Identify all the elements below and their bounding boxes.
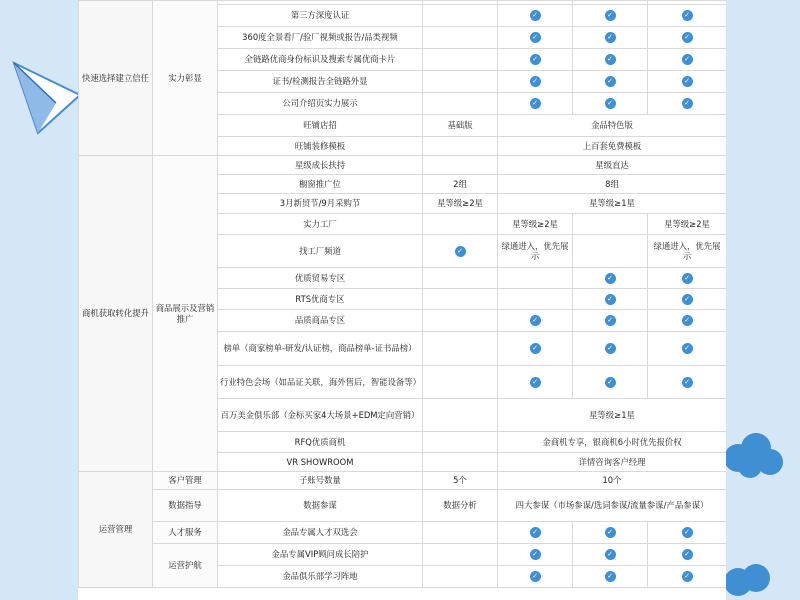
value-cell: 10个 [498,472,727,490]
check-icon: ✓ [605,343,616,354]
check-icon: ✓ [530,315,541,326]
check-icon: ✓ [605,549,616,560]
feature-cell: 品质商品专区 [218,310,423,332]
comparison-table-card [78,0,726,600]
feature-cell: 公司介绍页实力展示 [218,93,423,115]
value-cell: 数据分析 [423,490,498,522]
check-icon: ✓ [682,10,693,21]
value-cell: 星等级≥2星 [423,194,498,214]
check-icon: ✓ [605,315,616,326]
subgroup-ops: 运营护航 [153,544,218,588]
check-icon: ✓ [682,527,693,538]
table-row [79,490,727,522]
feature-cell: 金品俱乐部学习阵地 [218,566,423,588]
check-icon: ✓ [530,549,541,560]
feature-cell: 360度全景看厂/验厂视频或报告/品类视频 [218,27,423,49]
check-icon: ✓ [682,76,693,87]
check-icon: ✓ [682,549,693,560]
feature-cell: 第三方深度认证 [218,5,423,27]
value-cell: 上百套免费模板 [498,137,727,156]
check-icon: ✓ [682,273,693,284]
group-trust: 快速选择建立信任 [79,1,153,156]
feature-cell: 榜单（商家榜单-研发/认证榜，商品榜单-证书品榜） [218,332,423,366]
feature-cell: 星级成长扶持 [218,156,423,175]
value-cell: 绿通进入，优先展示 [498,235,573,268]
check-icon: ✓ [605,98,616,109]
value-cell: 5个 [423,472,498,490]
check-icon: ✓ [530,377,541,388]
subgroup-data: 数据指导 [153,490,218,522]
value-cell: 8组 [498,175,727,194]
subgroup-strength: 实力彰显 [153,1,218,156]
check-icon: ✓ [530,527,541,538]
check-icon: ✓ [530,10,541,21]
check-icon: ✓ [605,273,616,284]
check-icon: ✓ [455,246,466,257]
check-icon: ✓ [682,571,693,582]
group-conversion: 商机获取转化提升 [79,156,153,472]
check-icon: ✓ [682,54,693,65]
subgroup-customer: 客户管理 [153,472,218,490]
check-icon: ✓ [605,377,616,388]
feature-cell: 旺铺店招 [218,115,423,137]
feature-cell: RFQ优质商机 [218,432,423,453]
check-icon: ✓ [682,343,693,354]
feature-cell: 行业特色会场（如品证关联，海外售后，智能设备等） [218,366,423,399]
check-icon: ✓ [682,294,693,305]
check-icon: ✓ [682,98,693,109]
paper-plane-decoration [8,55,88,135]
subgroup-talent: 人才服务 [153,522,218,544]
value-cell: 星等级≥1星 [498,194,727,214]
check-icon: ✓ [605,76,616,87]
value-cell: 星等级≥2星 [498,214,573,235]
feature-cell: RTS优商专区 [218,289,423,310]
value-cell: 2组 [423,175,498,194]
feature-cell: 全链路优商身份标识及搜索专属优商卡片 [218,49,423,71]
value-cell: 详情咨询客户经理 [498,453,727,472]
value-cell: 金商机专享，银商机6小时优先报价权 [498,432,727,453]
check-icon: ✓ [530,571,541,582]
value-cell: 星等级≥1星 [498,399,727,432]
feature-cell: 优质贸易专区 [218,268,423,289]
check-icon: ✓ [605,571,616,582]
check-icon: ✓ [682,32,693,43]
check-icon: ✓ [605,10,616,21]
check-icon: ✓ [530,76,541,87]
group-ops: 运营管理 [79,472,153,588]
value-cell: 金品特色版 [498,115,727,137]
feature-cell: VR SHOWROOM [218,453,423,472]
cloud-decoration-bottom [718,560,778,600]
feature-cell: 金品专属VIP顾问成长陪护 [218,544,423,566]
check-icon: ✓ [682,315,693,326]
subgroup-promo: 商品展示及营销推广 [153,156,218,472]
table-row [79,472,727,490]
check-icon: ✓ [605,294,616,305]
cloud-decoration [718,430,788,480]
feature-cell: 百万美金俱乐部（金标买家4大场景+EDM定向营销） [218,399,423,432]
feature-cell: 金品专属人才双选会 [218,522,423,544]
table-row [79,156,727,175]
check-icon: ✓ [530,98,541,109]
feature-cell: 数据参谋 [218,490,423,522]
table-row [79,544,727,566]
table-row [79,522,727,544]
feature-cell: 旺铺装修模板 [218,137,423,156]
benefits-table [78,0,726,588]
check-icon: ✓ [530,54,541,65]
check-icon: ✓ [530,32,541,43]
feature-cell: 证书/检测报告全链路外显 [218,71,423,93]
feature-cell: 实力工厂 [218,214,423,235]
value-cell: 基础版 [423,115,498,137]
check-icon: ✓ [605,54,616,65]
feature-cell: 子账号数量 [218,472,423,490]
feature-cell: 找工厂频道 [218,235,423,268]
check-icon: ✓ [605,32,616,43]
check-icon: ✓ [682,377,693,388]
feature-cell: 橱窗推广位 [218,175,423,194]
check-icon: ✓ [530,343,541,354]
value-cell: 星等级≥2星 [648,214,727,235]
value-cell: 星级直达 [498,156,727,175]
value-cell: 四大参谋（市场参谋/选词参谋/流量参谋/产品参谋） [498,490,727,522]
feature-cell: 3月新贸节/9月采购节 [218,194,423,214]
value-cell: 绿通进入，优先展示 [648,235,727,268]
check-icon: ✓ [605,527,616,538]
